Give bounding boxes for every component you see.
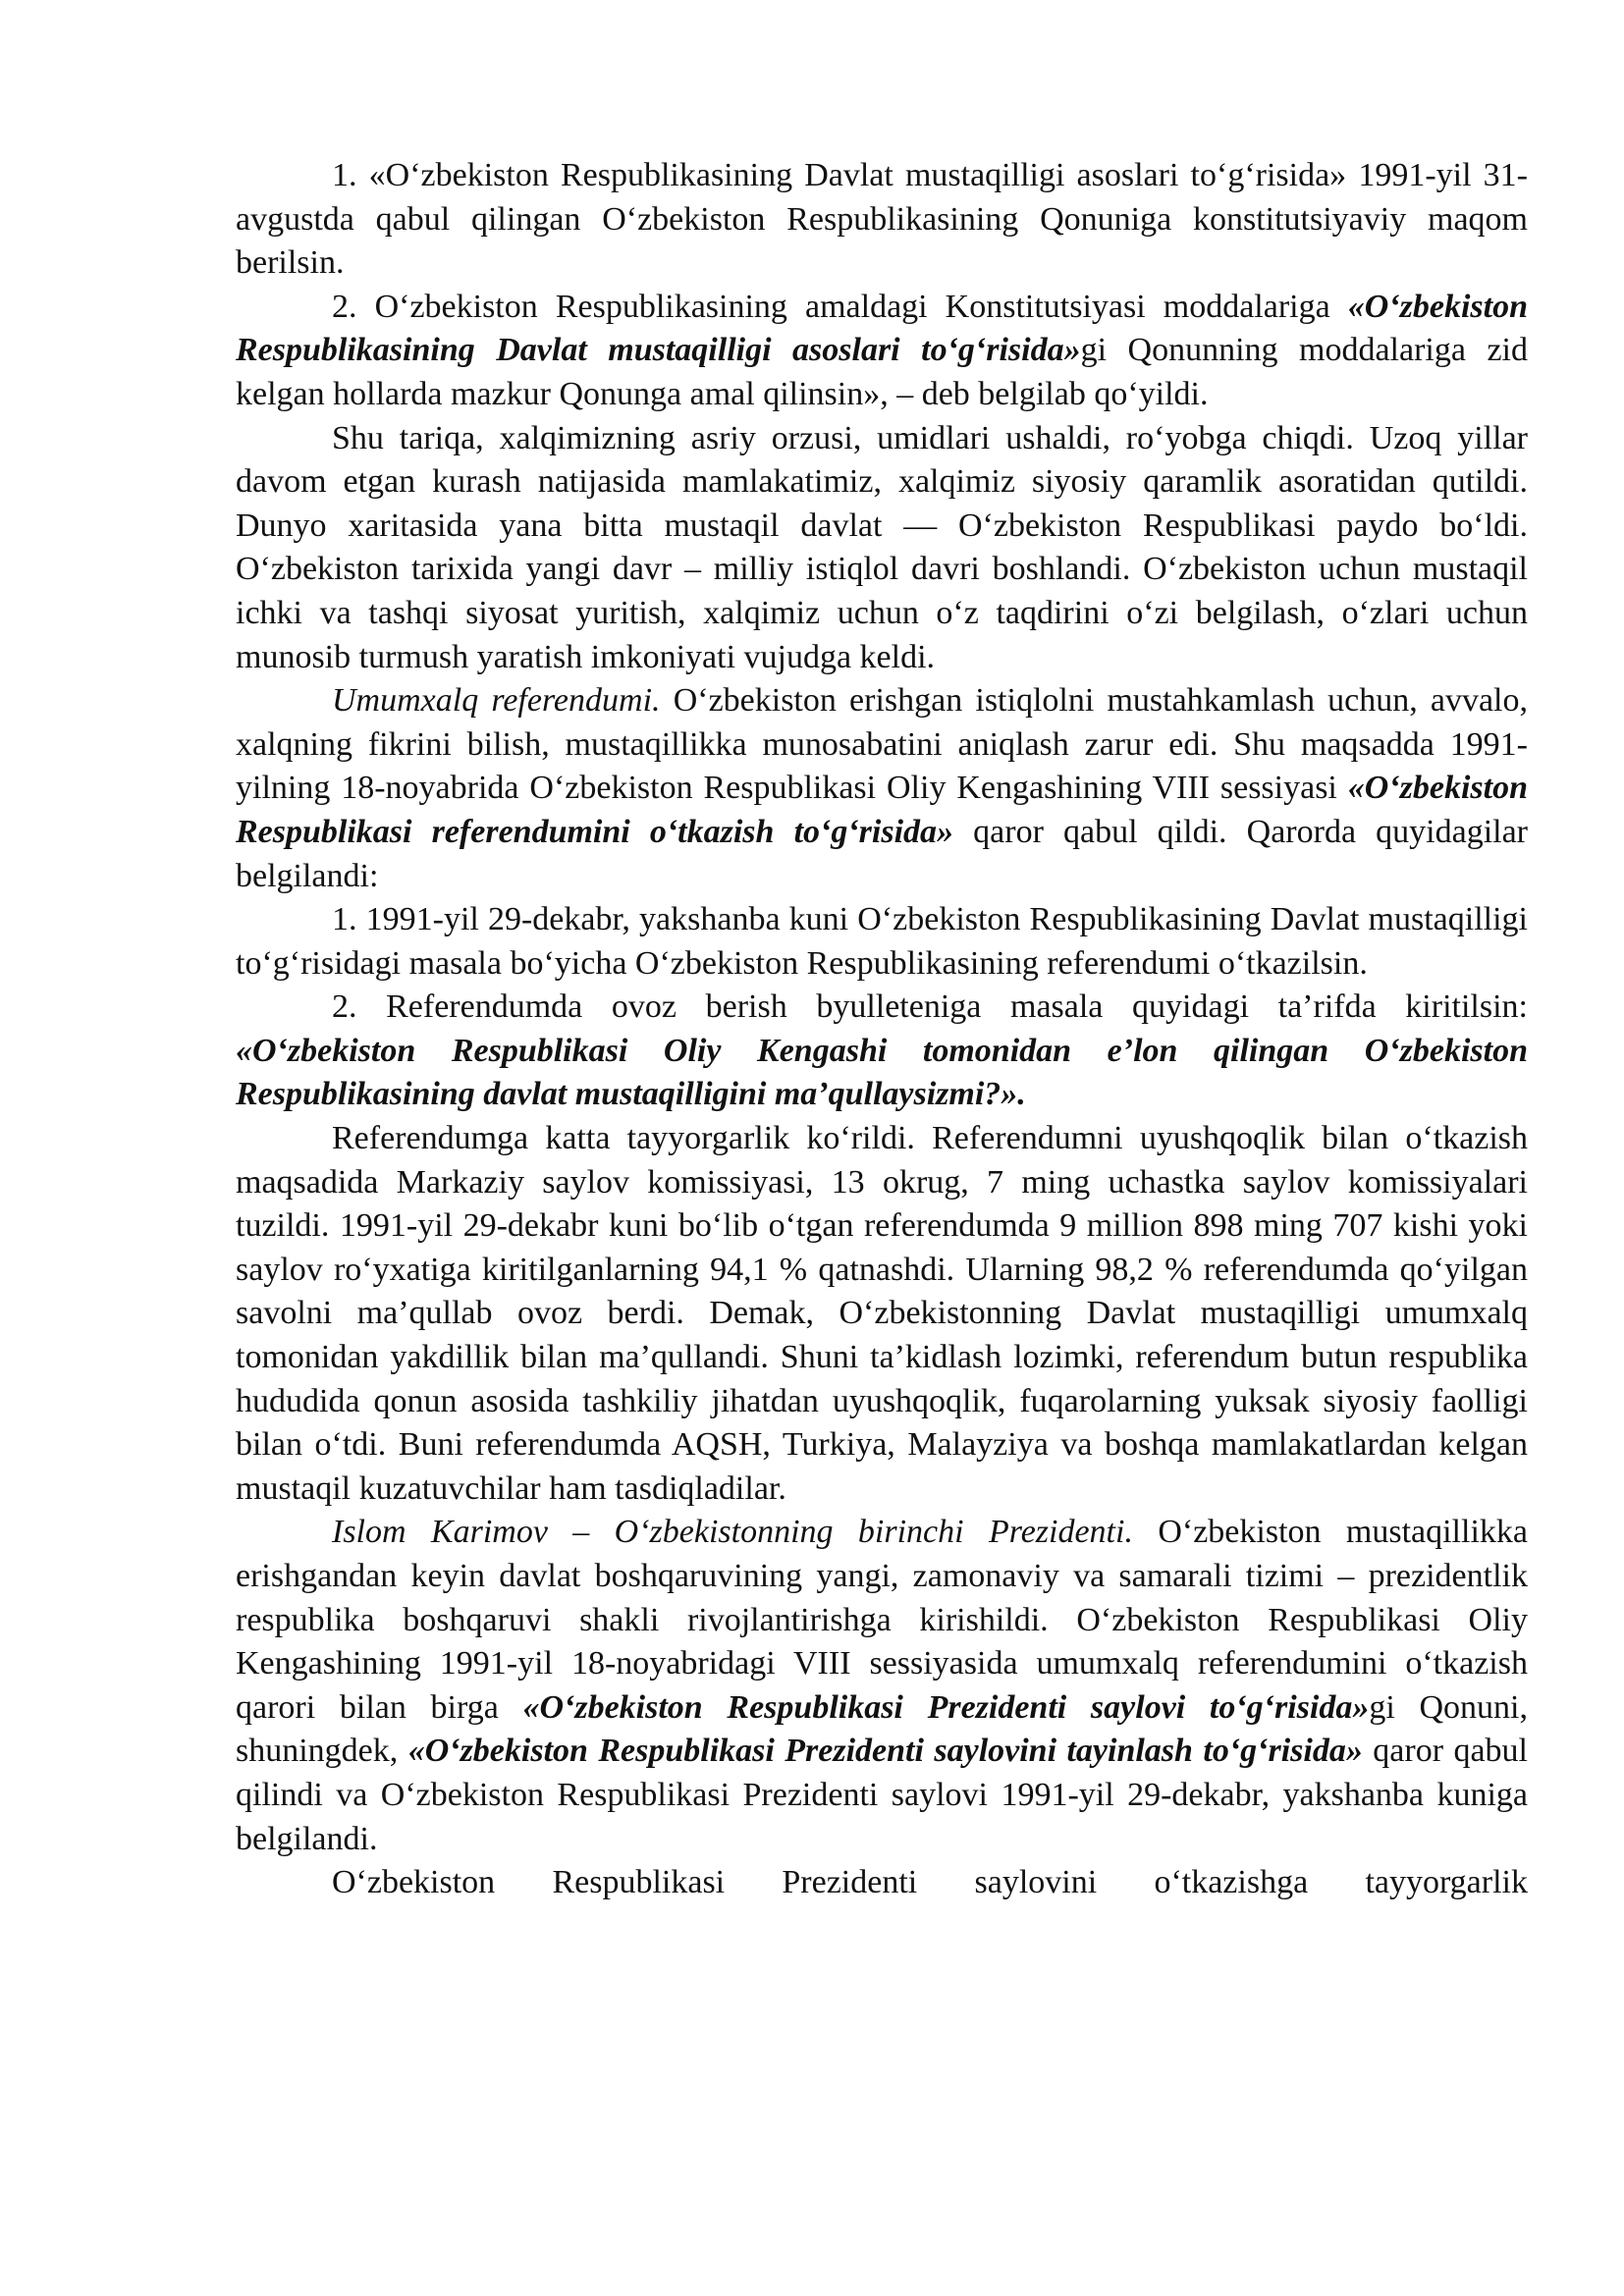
section-heading: Umumxalq referendumi. — [332, 682, 661, 720]
paragraph — [236, 986, 1528, 1117]
text-run: O‘zbekiston mustaqillikka erishgandan keyin davlat boshqaruvining yangi, zamonaviy va samarali tizimi – prezidentlik respublika boshqaruvi shakli rivojlantirishga kirishildi. O‘zbekiston Respublikasi Oliy Kengashining 1991-yil 18-noyabridagi VIII sessiyasida umumxalq referendumini o‘tkazish qarori bilan birga — [236, 1514, 1528, 1726]
text-run: O‘zbekiston erishgan istiqlolni mustahkamlash uchun, avvalo, xalqning fikrini bilish, mustaqillikka munosabatini aniqlash zarur edi. Shu maqsadda 1991-yilning 18-noyabrida O‘zbekiston Respublikasi Oliy Kengashining VIII sessiyasi — [236, 682, 1529, 807]
text-run: gi Qonuni, shuningdek, — [236, 1688, 1528, 1770]
emphasized-title: «O‘zbekiston Respublikasi Prezidenti saylovi to‘g‘risida» — [522, 1688, 1370, 1726]
text-run: 2. Referendumda ovoz berish byulleteniga masala quyidagi ta’rifda kiritilsin: — [332, 988, 1528, 1026]
text-run: 2. O‘zbekiston Respublikasining amaldagi Konstitutsiyasi moddalariga — [332, 288, 1348, 325]
text-run: gi Qonunning moddalariga zid kelgan hollarda mazkur Qonunga amal qilinsin», – deb belgilab qo‘yildi. — [236, 332, 1528, 412]
paragraph — [236, 679, 1528, 898]
text-run: Referendumga katta tayyorgarlik ko‘rildi. Referendumni uyushqoqlik bilan o‘tkazish maqsadida Markaziy saylov komissiyasi, 13 okrug, 7 ming uchastka saylov komissiyalari tuzildi. 1991-yil 29-dekabr kuni bo‘lib o‘tgan referendumda 9 million 898 ming 707 kishi yoki saylov ro‘yxatiga kiritilganlarning 94,1 % qatnashdi. Ularning 98,2 % referendumda qo‘yilgan savolni ma’qullab ovoz berdi. Demak, O‘zbekistonning Davlat mustaqilligi umumxalq tomonidan yakdillik bilan ma’qullandi. Shuni ta’kidlash lozimki, referendum butun respublika hududida qonun asosida tashkiliy jihatdan uyushqoqlik, fuqarolarning yuksak siyosiy faolligi bilan o‘tdi. Buni referendumda AQSH, Turkiya, Malayziya va boshqa mamlakatlardan kelgan mustaqil kuzatuvchilar ham tasdiqladilar. — [236, 1120, 1528, 1507]
paragraph — [236, 898, 1528, 986]
paragraph — [236, 286, 1528, 417]
text-run: qaror qabul qilindi va O‘zbekiston Respublikasi Prezidenti saylovi 1991-yil 29-dekabr, yakshanba kuniga belgilandi. — [236, 1733, 1528, 1857]
text-run: 1. «O‘zbekiston Respublikasining Davlat mustaqilligi asoslari to‘g‘risida» 1991-yil 31-avgustda qabul qilingan O‘zbekiston Respublikasining Qonuniga konstitutsiyaviy maqom berilsin. — [236, 157, 1528, 282]
section-heading: Islom Karimov – O‘zbekistonning birinchi Prezidenti. — [332, 1514, 1133, 1551]
emphasized-title: «O‘zbekiston Respublikasi Oliy Kengashi tomonidan e’lon qilingan O‘zbekiston Respublikasining davlat mustaqilligini ma’qullaysizmi?». — [236, 1032, 1528, 1113]
text-run: O‘zbekiston Respublikasi Prezidenti saylovini o‘tkazishga tayyorgarlik — [332, 1864, 1528, 1901]
paragraph — [236, 154, 1528, 286]
paragraph — [236, 1117, 1528, 1511]
paragraph — [236, 417, 1528, 680]
emphasized-title: «O‘zbekiston Respublikasi Prezidenti saylovini tayinlash to‘g‘risida» — [407, 1733, 1363, 1770]
paragraph — [236, 1861, 1528, 1905]
text-run: qaror qabul qildi. Qarorda quyidagilar belgilandi: — [236, 813, 1528, 894]
paragraph — [236, 1511, 1528, 1861]
emphasized-title: «O‘zbekiston Respublikasining Davlat mustaqilligi asoslari to‘g‘risida» — [236, 288, 1528, 369]
text-run: Shu tariqa, xalqimizning asriy orzusi, umidlari ushaldi, ro‘yobga chiqdi. Uzoq yillar davom etgan kurash natijasida mamlakatimiz, xalqimiz siyosiy qaramlik asoratidan qutildi. Dunyo xaritasida yana bitta mustaqil davlat — O‘zbekiston Respublikasi paydo bo‘ldi. O‘zbekiston tarixida yangi davr – milliy istiqlol davri boshlandi. O‘zbekiston uchun mustaqil ichki va tashqi siyosat yuritish, xalqimiz uchun o‘z taqdirini o‘zi belgilash, o‘zlari uchun munosib turmush yaratish imkoniyati vujudga keldi. — [236, 419, 1528, 675]
text-run: 1. 1991-yil 29-dekabr, yakshanba kuni O‘zbekiston Respublikasining Davlat mustaqilligi to‘g‘risidagi masala bo‘yicha O‘zbekiston Respublikasining referendumi o‘tkazilsin. — [236, 901, 1528, 982]
emphasized-title: «O‘zbekiston Respublikasi referendumini o‘tkazish to‘g‘risida» — [236, 770, 1528, 850]
document-page — [236, 154, 1528, 1905]
